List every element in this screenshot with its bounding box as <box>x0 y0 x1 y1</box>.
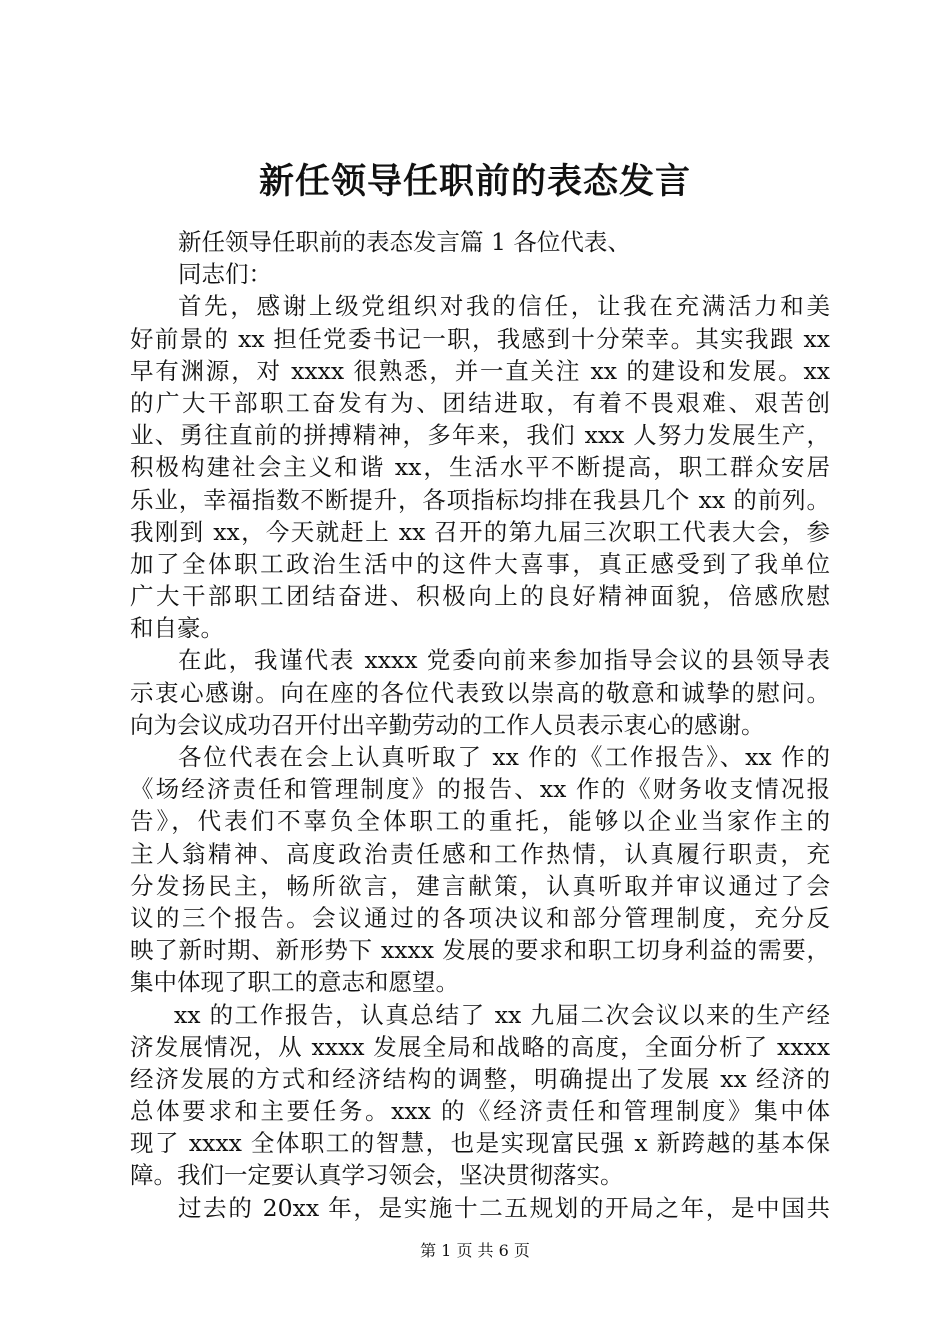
text-line: 告》，代表们不辜负全体职工的重托，能够以企业当家作主的 <box>130 807 830 836</box>
text-line: 广大干部职工团结奋进、积极向上的良好精神面貌，倍感欣慰 <box>130 582 830 611</box>
text-line: 映了新时期、新形势下 xxxx 发展的要求和职工切身利益的需要， <box>130 936 830 965</box>
text-line: 议的三个报告。会议通过的各项决议和部分管理制度，充分反 <box>130 903 830 932</box>
text-line: 在此，我谨代表 xxxx 党委向前来参加指导会议的县领导表 <box>178 646 830 675</box>
text-line: xx 的工作报告，认真总结了 xx 九届二次会议以来的生产经 <box>174 1000 830 1029</box>
text-line: 加了全体职工政治生活中的这件大喜事，真正感受到了我单位 <box>130 549 830 578</box>
text-line: 济发展情况，从 xxxx 发展全局和战略的高度，全面分析了 xxxx <box>130 1032 830 1061</box>
text-line: 我刚到 xx，今天就赶上 xx 召开的第九届三次职工代表大会，参 <box>130 517 830 546</box>
text-line: 积极构建社会主义和谐 xx，生活水平不断提高，职工群众安居 <box>130 453 830 482</box>
text-line: 主人翁精神、高度政治责任感和工作热情，认真履行职责，充 <box>130 839 830 868</box>
text-line: 同志们： <box>178 260 272 289</box>
page-footer: 第 1 页 共 6 页 <box>420 1241 530 1260</box>
text-line: 乐业，幸福指数不断提升，各项指标均排在我县几个 xx 的前列。 <box>130 485 830 514</box>
text-line: 各位代表在会上认真听取了 xx 作的《工作报告》、xx 作的 <box>178 743 830 771</box>
text-line: 首先，感谢上级党组织对我的信任，让我在充满活力和美 <box>178 292 830 321</box>
text-line: 现了 xxxx 全体职工的智慧，也是实现富民强 x 新跨越的基本保 <box>130 1129 830 1158</box>
text-line: 早有渊源，对 xxxx 很熟悉，并一直关注 xx 的建设和发展。xx <box>130 356 830 385</box>
document-title: 新任领导任职前的表态发言 <box>258 161 691 202</box>
text-line: 向为会议成功召开付出辛勤劳动的工作人员表示衷心的感谢。 <box>130 710 765 739</box>
text-line: 分发扬民主，畅所欲言，建言献策，认真听取并审议通过了会 <box>130 871 830 900</box>
text-line: 业、勇往直前的拼搏精神，多年来，我们 xxx 人努力发展生产， <box>130 421 830 450</box>
text-line: 经济发展的方式和经济结构的调整，明确提出了发展 xx 经济的 <box>130 1064 830 1093</box>
text-line: 和自豪。 <box>130 614 224 643</box>
text-line: 的广大干部职工奋发有为、团结进取，有着不畏艰难、艰苦创 <box>130 388 830 417</box>
text-line: 总体要求和主要任务。xxx 的《经济责任和管理制度》集中体 <box>130 1097 830 1126</box>
text-line: 障。我们一定要认真学习领会，坚决贯彻落实。 <box>130 1161 624 1190</box>
document-body <box>130 226 830 1224</box>
text-line: 示衷心感谢。向在座的各位代表致以崇高的敬意和诚挚的慰问。 <box>130 678 830 707</box>
text-line: 过去的 20xx 年，是实施十二五规划的开局之年，是中国共 <box>178 1193 830 1222</box>
text-line: 好前景的 xx 担任党委书记一职，我感到十分荣幸。其实我跟 xx <box>130 324 830 353</box>
text-line: 新任领导任职前的表态发言篇 1 各位代表、 <box>178 228 631 256</box>
text-line: 集中体现了职工的意志和愿望。 <box>130 968 459 997</box>
text-line: 《场经济责任和管理制度》的报告、xx 作的《财务收支情况报 <box>130 775 830 804</box>
